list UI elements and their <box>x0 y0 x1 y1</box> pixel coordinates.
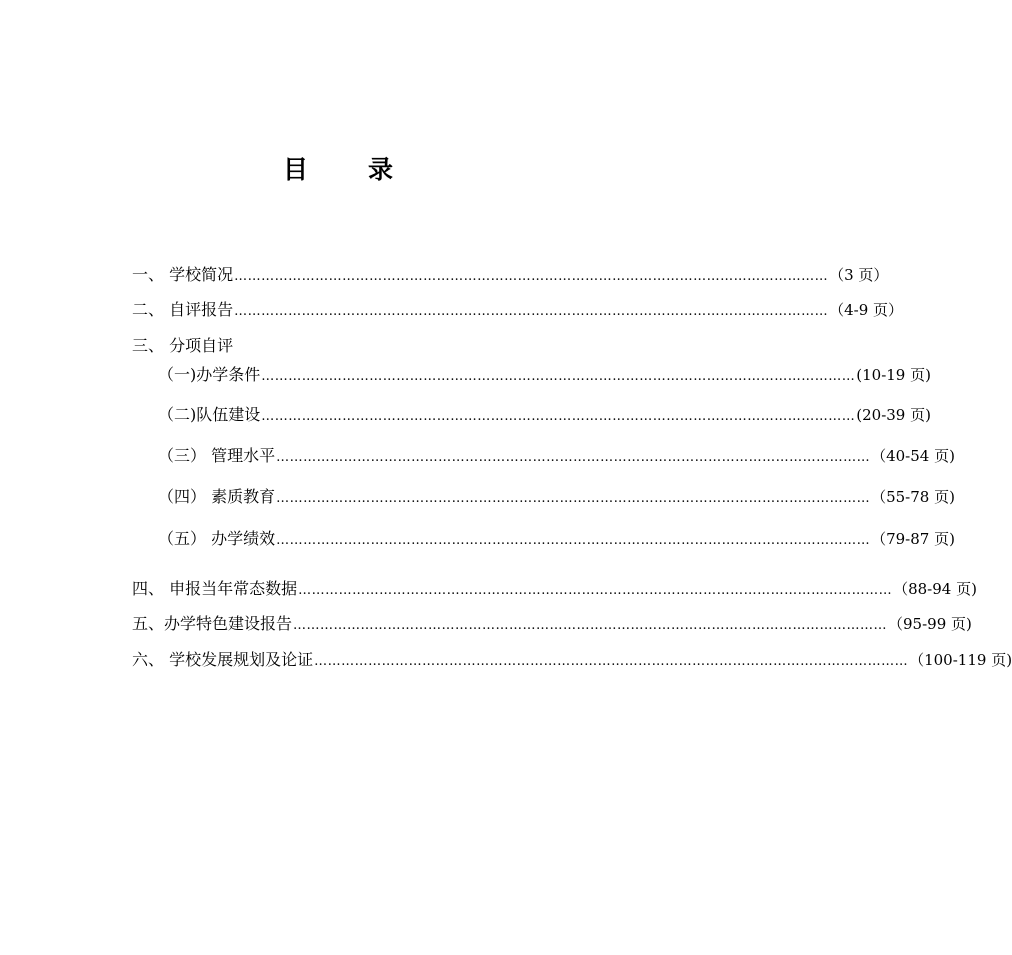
toc-entry-page: (10-19 页) <box>856 366 931 384</box>
page-title <box>0 150 676 186</box>
toc-entry-page: （55-78 页) <box>871 488 955 506</box>
dot-leader: …………………………………………………………………………………………………………………… <box>298 583 893 598</box>
toc-entry-page: （40-54 页) <box>871 447 955 465</box>
toc-subentry-school-conditions <box>158 364 931 386</box>
toc-entry-label: （三） 管理水平 <box>158 446 276 465</box>
toc-entry-label: 二、 自评报告 <box>132 300 234 319</box>
toc-entry-label: 五、办学特色建设报告 <box>132 614 293 633</box>
toc-entry-label: 四、 申报当年常态数据 <box>132 579 298 598</box>
toc-entry-characteristic-building-report <box>132 613 972 635</box>
title-char-mu: 目 <box>282 155 308 184</box>
dot-leader: …………………………………………………………………………………………………………………… <box>261 409 856 424</box>
dot-leader: …………………………………………………………………………………………………………………… <box>293 618 888 633</box>
toc-entry-page: （100-119 页) <box>909 651 1012 669</box>
toc-entry-self-evaluation-report <box>132 299 904 321</box>
toc-entry-school-overview <box>132 264 889 286</box>
dot-leader: …………………………………………………………………………………………………………………… <box>276 450 871 465</box>
toc-entry-label: 一、 学校简况 <box>132 265 234 284</box>
toc-entry-page: （95-99 页) <box>888 615 972 633</box>
toc-entry-label: （二)队伍建设 <box>158 405 261 424</box>
dot-leader: …………………………………………………………………………………………………………………… <box>276 533 871 548</box>
toc-entry-label: （四） 素质教育 <box>158 487 276 506</box>
dot-leader: …………………………………………………………………………………………………………………… <box>276 491 871 506</box>
toc-subentry-team-building <box>158 404 931 426</box>
toc-entry-annual-normal-data <box>132 578 977 600</box>
toc-entry-page: （88-94 页) <box>893 580 977 598</box>
dot-leader: …………………………………………………………………………………………………………………… <box>234 304 829 319</box>
dot-leader: …………………………………………………………………………………………………………………… <box>234 269 829 284</box>
toc-subentry-school-performance <box>158 528 955 550</box>
title-char-lu: 录 <box>368 155 394 184</box>
toc-entry-development-plan <box>132 649 1012 671</box>
toc-entry-label: （五） 办学绩效 <box>158 529 276 548</box>
dot-leader: …………………………………………………………………………………………………………………… <box>261 369 856 384</box>
toc-entry-page: (20-39 页) <box>856 406 931 424</box>
toc-entry-page: （3 页） <box>829 266 889 284</box>
toc-entry-page: （4-9 页） <box>829 301 904 319</box>
toc-subentry-management-level <box>158 445 955 467</box>
toc-entry-label: 六、 学校发展规划及论证 <box>132 650 314 669</box>
toc-subentry-quality-education <box>158 486 955 508</box>
toc-entry-page: （79-87 页) <box>871 530 955 548</box>
toc-entry-label: （一)办学条件 <box>158 365 261 384</box>
dot-leader: …………………………………………………………………………………………………………………… <box>314 654 909 669</box>
toc-entry-itemized-self-evaluation: 三、 分项自评 <box>132 336 234 355</box>
